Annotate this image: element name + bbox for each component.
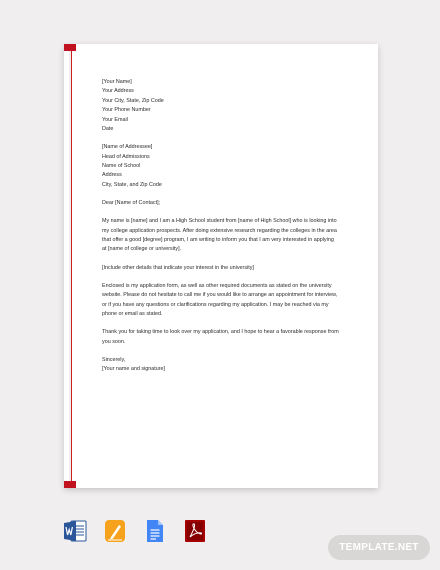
letter-date: Date — [102, 126, 114, 133]
paragraph-line: or if you have any questions or clarifications regarding my application. I may be reached via my — [102, 301, 329, 308]
pdf-icon[interactable] — [182, 518, 208, 544]
recipient-name: [Name of Addressee] — [102, 144, 153, 151]
paragraph-line: at [name of college or university]. — [102, 246, 182, 253]
salutation-block — [102, 199, 364, 208]
sender-city: Your City, State, Zip Code — [102, 97, 164, 104]
paragraph-line: Enclosed is my application form, as well as other required documents as stated on the university — [102, 282, 332, 289]
recipient-school: Name of School — [102, 163, 141, 170]
page-binding — [64, 44, 76, 488]
format-icons — [62, 518, 212, 544]
sender-email: Your Email — [102, 116, 128, 123]
letter-content — [102, 78, 364, 384]
signature-placeholder: [Your name and signature] — [102, 366, 166, 373]
pages-icon[interactable] — [102, 518, 128, 544]
sender-phone: Your Phone Number — [102, 107, 151, 114]
google-docs-icon[interactable] — [142, 518, 168, 544]
closing-block — [102, 356, 364, 375]
recipient-title: Head of Admissions — [102, 153, 150, 160]
recipient-block — [102, 143, 364, 190]
paragraph-line: Thank you for taking time to look over my application, and I hope to hear a favorable response from — [102, 329, 339, 336]
recipient-address: Address — [102, 172, 122, 179]
body-paragraph-1 — [102, 217, 364, 255]
binding-cap-bottom — [64, 481, 76, 488]
paragraph-line: [Include other details that indicate your interest in the university] — [102, 264, 254, 271]
paragraph-line: My name is [name] and I am a High School student from [name of High School] who is looking into — [102, 218, 337, 225]
recipient-city: City, State, and Zip Code — [102, 181, 162, 188]
binding-cap-top — [64, 44, 76, 51]
sender-name: [Your Name] — [102, 79, 132, 85]
body-paragraph-2 — [102, 264, 364, 273]
paragraph-line: that offer a good [degree] program, I am writing to inform you that I am very interested in applying — [102, 237, 334, 244]
paragraph-line: website. Please do not hesitate to call me if you would like to arrange an appointment for interview, — [102, 292, 338, 299]
sender-address: Your Address — [102, 88, 134, 95]
paragraph-line: you soon. — [102, 338, 126, 345]
binding-line — [71, 50, 72, 482]
body-paragraph-3 — [102, 282, 364, 320]
brand-badge[interactable]: TEMPLATE.NET — [328, 535, 430, 560]
salutation: Dear [Name of Contact]; — [102, 200, 161, 207]
body-paragraph-4 — [102, 328, 364, 347]
word-icon[interactable] — [62, 518, 88, 544]
sender-block — [102, 78, 364, 134]
paragraph-line: my college application prospects. After doing extensive research regarding the colleges in the area — [102, 227, 337, 234]
paragraph-line: phone or email as stated. — [102, 311, 163, 318]
closing: Sincerely, — [102, 356, 126, 363]
